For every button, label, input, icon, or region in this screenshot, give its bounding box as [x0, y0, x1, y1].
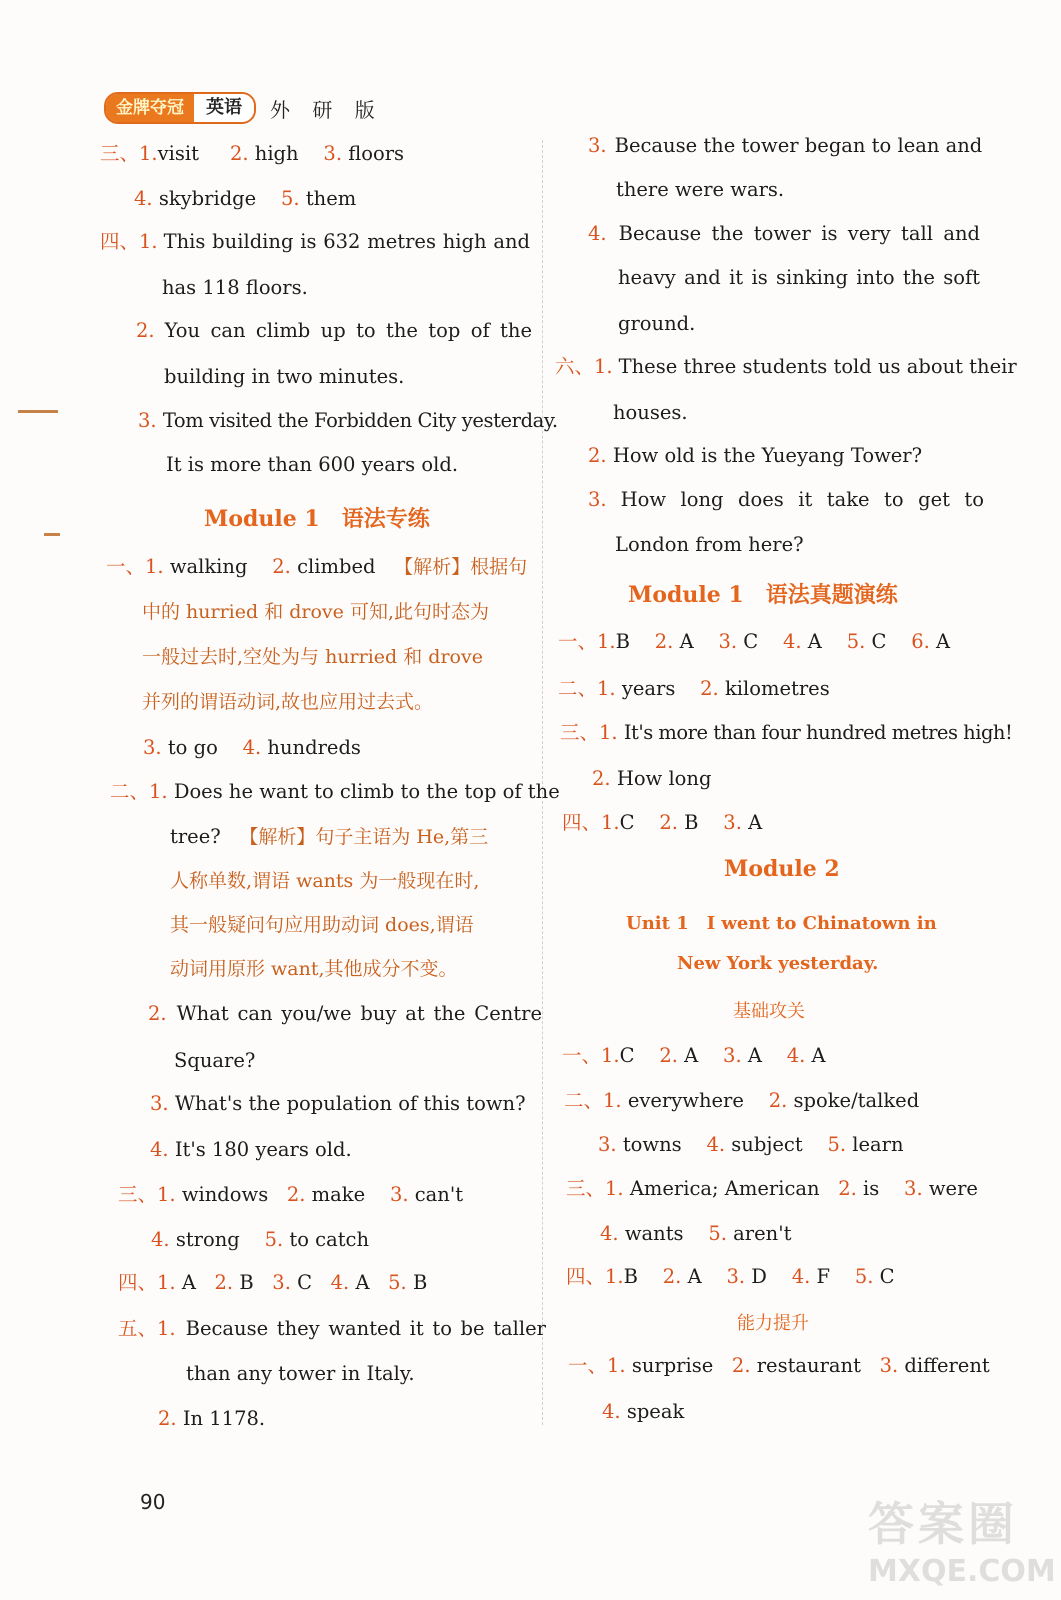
- answer-line: 四、1.B 2. A 3. D 4. F 5. C: [566, 1265, 895, 1288]
- answer-line: 五、1. Because they wanted it to be taller: [118, 1317, 546, 1340]
- answer-line: 3. towns 4. subject 5. learn: [598, 1133, 904, 1156]
- book-header: [104, 92, 383, 124]
- answer-line: 一、1. surprise 2. restaurant 3. different: [568, 1354, 990, 1377]
- answer-line: there were wars.: [616, 178, 785, 201]
- answer-line: ground.: [618, 312, 696, 335]
- answer-line: 一、1. walking 2. climbed 【解析】根据句: [106, 555, 528, 578]
- answer-line: than any tower in Italy.: [186, 1362, 415, 1385]
- answer-line: 2. What can you/we buy at the Centre: [148, 1002, 542, 1025]
- answer-line: 四、1. A 2. B 3. C 4. A 5. B: [118, 1271, 428, 1294]
- answer-line: 二、1. Does he want to climb to the top of the: [110, 780, 560, 803]
- subsection-heading: 能力提升: [737, 1313, 809, 1334]
- answer-line: 3. Tom visited the Forbidden City yesterday.: [138, 409, 558, 432]
- answer-line: 三、1. America; American 2. is 3. were: [566, 1177, 978, 1200]
- watermark-url: MXQE.COM: [868, 1554, 1056, 1589]
- answer-line: 一、1.B 2. A 3. C 4. A 5. C 6. A: [558, 630, 951, 653]
- answer-line: It is more than 600 years old.: [166, 453, 459, 476]
- watermark-logo: [868, 1488, 1056, 1598]
- explanation-line: 一般过去时,空处为与 hurried 和 drove: [142, 646, 483, 668]
- answer-line: 二、1. everywhere 2. spoke/talked: [564, 1089, 920, 1112]
- answer-line: 4. Because the tower is very tall and: [588, 222, 980, 245]
- answer-line: London from here?: [615, 533, 804, 556]
- watermark-text: 答案圈: [868, 1497, 1018, 1551]
- answer-line: 2. In 1178.: [158, 1407, 266, 1430]
- answer-line: houses.: [613, 401, 688, 424]
- margin-mark: [44, 533, 60, 536]
- margin-mark: [18, 410, 58, 413]
- answer-line: tree? 【解析】句子主语为 He,第三: [170, 825, 489, 848]
- answer-line: 3. to go 4. hundreds: [143, 736, 361, 759]
- unit-heading: Unit 1 I went to Chinatown in: [626, 913, 937, 934]
- edition-label: 外 研 版: [270, 97, 383, 122]
- answer-line: 3. What's the population of this town?: [150, 1092, 526, 1115]
- section-heading: Module 1 语法专练: [204, 506, 430, 532]
- page-number: 90: [140, 1490, 166, 1514]
- brand-name: 金牌夺冠: [106, 94, 194, 122]
- answer-line: 4. skybridge 5. them: [134, 187, 357, 210]
- explanation-line: 其一般疑问句应用助动词 does,谓语: [170, 914, 474, 936]
- answer-line: 3. How long does it take to get to: [588, 488, 984, 511]
- module-heading: Module 2: [724, 856, 840, 882]
- answer-line: 一、1.C 2. A 3. A 4. A: [562, 1044, 826, 1067]
- brand-badge: [104, 92, 256, 124]
- subsection-heading: 基础攻关: [733, 1001, 805, 1022]
- answer-line: 四、1.C 2. B 3. A: [562, 811, 763, 834]
- answer-line: 2. How old is the Yueyang Tower?: [588, 444, 923, 467]
- answer-line: 2. How long: [592, 767, 712, 790]
- explanation-line: 动词用原形 want,其他成分不变。: [170, 958, 458, 980]
- explanation-line: 并列的谓语动词,故也应用过去式。: [142, 691, 434, 713]
- answer-line: 4. speak: [602, 1400, 685, 1423]
- subject-name: 英语: [194, 94, 254, 122]
- explanation-line: 中的 hurried 和 drove 可知,此句时态为: [142, 601, 489, 623]
- answer-line: 4. wants 5. aren't: [600, 1222, 792, 1245]
- answer-line: has 118 floors.: [162, 276, 308, 299]
- answer-line: 2. You can climb up to the top of the: [136, 319, 532, 342]
- unit-heading: New York yesterday.: [677, 953, 879, 974]
- answer-line: 三、1. It's more than four hundred metres high!: [560, 721, 1013, 744]
- answer-line: 三、1.visit 2. high 3. floors: [100, 142, 405, 165]
- answer-line: building in two minutes.: [164, 365, 405, 388]
- answer-line: 4. It's 180 years old.: [150, 1138, 352, 1161]
- answer-line: 六、1. These three students told us about their: [555, 355, 1017, 378]
- answer-line: 四、1. This building is 632 metres high and: [100, 230, 530, 253]
- explanation-line: 人称单数,谓语 wants 为一般现在时,: [170, 870, 480, 892]
- section-heading: Module 1 语法真题演练: [628, 582, 898, 608]
- answer-line: 4. strong 5. to catch: [151, 1228, 370, 1251]
- answer-line: 二、1. years 2. kilometres: [558, 677, 830, 700]
- answer-line: Square?: [174, 1049, 256, 1072]
- answer-line: heavy and it is sinking into the soft: [618, 266, 980, 289]
- answer-line: 3. Because the tower began to lean and: [588, 134, 983, 157]
- answer-line: 三、1. windows 2. make 3. can't: [118, 1183, 464, 1206]
